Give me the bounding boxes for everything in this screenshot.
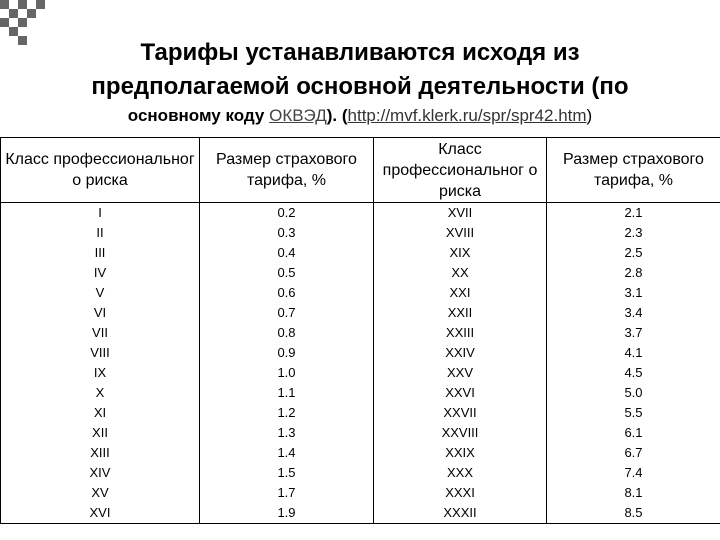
tariff-rate-cell: 0.7 [200, 303, 374, 323]
risk-class-cell: VIII [1, 343, 200, 363]
okved-link[interactable]: ОКВЭД [269, 106, 327, 125]
tariff-rate-cell: 6.1 [547, 423, 720, 443]
risk-class-cell: XIII [1, 443, 200, 463]
risk-class-cell: XXVII [374, 403, 547, 423]
tariff-rate-cell: 1.9 [200, 503, 374, 524]
tariff-rate-cell: 1.0 [200, 363, 374, 383]
risk-class-cell: XXVIII [374, 423, 547, 443]
risk-class-cell: XXXII [374, 503, 547, 524]
header-risk-class-1: Класс профессиональног о риска [1, 138, 200, 203]
tariff-rate-cell: 2.5 [547, 243, 720, 263]
risk-class-cell: XXIX [374, 443, 547, 463]
slide-title-line-2: предполагаемой основной деятельности (по [91, 73, 629, 100]
risk-class-cell: XX [374, 263, 547, 283]
tariff-rate-cell: 7.4 [547, 463, 720, 483]
subtitle-suffix: ) [586, 106, 593, 125]
risk-class-cell: I [1, 203, 200, 224]
tariff-rate-cell: 1.7 [200, 483, 374, 503]
risk-class-cell: XXV [374, 363, 547, 383]
risk-class-cell: X [1, 383, 200, 403]
risk-class-cell: XXX [374, 463, 547, 483]
tariff-rate-cell: 3.4 [547, 303, 720, 323]
table-row [1, 223, 720, 243]
table-row [1, 423, 720, 443]
risk-class-cell: XXIV [374, 343, 547, 363]
tariff-rate-cell: 2.3 [547, 223, 720, 243]
tariff-rate-cell: 8.1 [547, 483, 720, 503]
subtitle-mid: ). ( [326, 106, 348, 125]
reference-url-link[interactable]: http://mvf.klerk.ru/spr/spr42.htm [347, 106, 587, 125]
tariff-rate-cell: 4.1 [547, 343, 720, 363]
tariff-rate-cell: 0.2 [200, 203, 374, 224]
risk-class-cell: XIV [1, 463, 200, 483]
tariff-rate-cell: 3.7 [547, 323, 720, 343]
tariff-rate-cell: 2.1 [547, 203, 720, 224]
risk-class-cell: XVII [374, 203, 547, 224]
table-row [1, 343, 720, 363]
risk-class-cell: XVIII [374, 223, 547, 243]
tariff-rate-cell: 2.8 [547, 263, 720, 283]
tariff-rate-cell: 5.5 [547, 403, 720, 423]
risk-class-cell: III [1, 243, 200, 263]
risk-class-cell: II [1, 223, 200, 243]
table-row [1, 243, 720, 263]
table-row [1, 483, 720, 503]
tariff-rate-cell: 5.0 [547, 383, 720, 403]
tariff-rate-cell: 0.9 [200, 343, 374, 363]
header-tariff-rate-2: Размер страхового тарифа, % [547, 138, 720, 203]
risk-class-cell: V [1, 283, 200, 303]
tariff-rate-cell: 0.4 [200, 243, 374, 263]
risk-class-cell: XI [1, 403, 200, 423]
risk-class-cell: IX [1, 363, 200, 383]
risk-class-cell: XXII [374, 303, 547, 323]
table-row [1, 503, 720, 524]
tariff-rate-cell: 1.4 [200, 443, 374, 463]
tariff-rate-cell: 1.2 [200, 403, 374, 423]
risk-class-cell: XXI [374, 283, 547, 303]
tariff-rate-cell: 0.6 [200, 283, 374, 303]
tariff-rate-cell: 1.1 [200, 383, 374, 403]
table-row [1, 323, 720, 343]
tariff-rate-cell: 0.3 [200, 223, 374, 243]
slide-title-line-1: Тарифы устанавливаются исходя из [140, 39, 580, 66]
table-row [1, 463, 720, 483]
header-tariff-rate-1: Размер страхового тарифа, % [200, 138, 374, 203]
table-row [1, 443, 720, 463]
tariff-rate-cell: 0.8 [200, 323, 374, 343]
risk-class-cell: XXXI [374, 483, 547, 503]
subtitle-prefix: основному коду [127, 106, 270, 125]
risk-class-cell: XXIII [374, 323, 547, 343]
risk-class-cell: XXVI [374, 383, 547, 403]
table-row [1, 203, 720, 224]
table-row [1, 303, 720, 323]
table-row [1, 283, 720, 303]
tariff-rate-cell: 0.5 [200, 263, 374, 283]
table-row [1, 263, 720, 283]
risk-class-cell: XII [1, 423, 200, 443]
tariff-rate-cell: 1.3 [200, 423, 374, 443]
table-row [1, 363, 720, 383]
risk-class-cell: XIX [374, 243, 547, 263]
tariff-rate-cell: 4.5 [547, 363, 720, 383]
table-header-row [1, 138, 720, 203]
tariff-rate-cell: 8.5 [547, 503, 720, 524]
tariff-rate-cell: 6.7 [547, 443, 720, 463]
risk-class-cell: VII [1, 323, 200, 343]
slide-subtitle [0, 105, 720, 127]
header-risk-class-2: Класс профессиональног о риска [374, 138, 547, 203]
risk-class-cell: XV [1, 483, 200, 503]
risk-class-cell: IV [1, 263, 200, 283]
table-row [1, 383, 720, 403]
risk-class-cell: XVI [1, 503, 200, 524]
tariff-table [0, 137, 720, 524]
tariff-rate-cell: 3.1 [547, 283, 720, 303]
risk-class-cell: VI [1, 303, 200, 323]
table-row [1, 403, 720, 423]
tariff-rate-cell: 1.5 [200, 463, 374, 483]
